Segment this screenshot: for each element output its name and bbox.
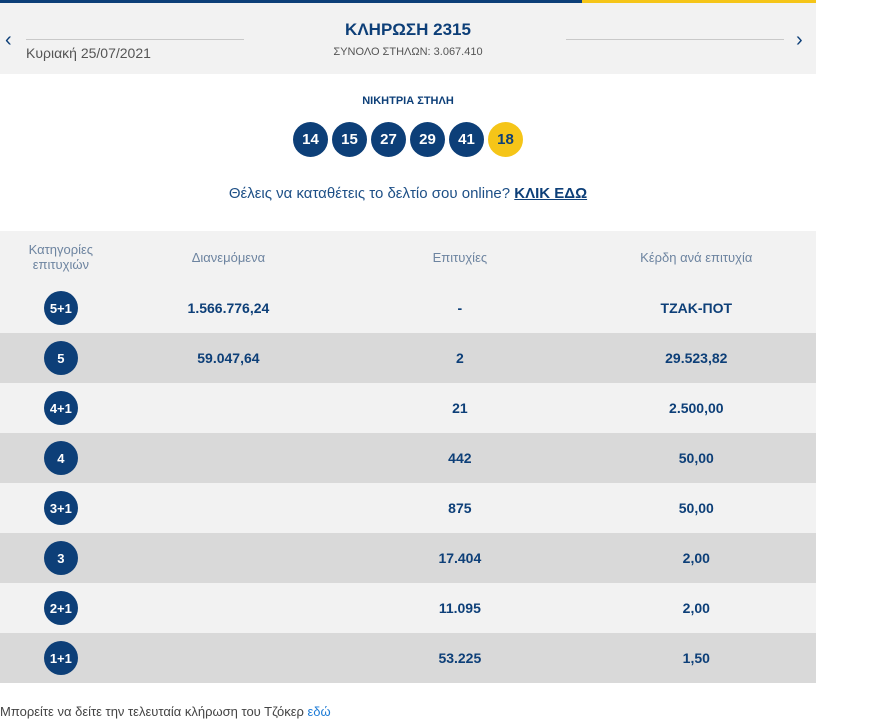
footer-here-link[interactable]: εδώ xyxy=(307,704,331,719)
category-badge: 5 xyxy=(44,341,78,375)
online-ticket-prompt xyxy=(0,185,816,202)
table-row xyxy=(0,383,816,433)
table-row xyxy=(0,433,816,483)
category-cell xyxy=(0,541,122,575)
distributed-cell: 59.047,64 xyxy=(197,350,260,366)
joker-last-draw-note xyxy=(0,704,331,719)
draw-header xyxy=(0,0,816,74)
prize-cell: 29.523,82 xyxy=(665,350,728,366)
category-cell xyxy=(0,391,122,425)
prize-cell: 50,00 xyxy=(678,450,714,466)
table-header-row xyxy=(0,231,816,283)
category-cell xyxy=(0,291,122,325)
draw-date: Κυριακή 25/07/2021 xyxy=(26,45,151,61)
table-row xyxy=(0,333,816,383)
category-badge: 4 xyxy=(44,441,78,475)
distributed-cell: 1.566.776,24 xyxy=(187,300,270,316)
next-draw-chevron-right-icon[interactable]: › xyxy=(796,29,803,51)
prize-cell: 50,00 xyxy=(678,500,714,516)
table-row xyxy=(0,633,816,683)
winners-cell: 875 xyxy=(448,500,472,516)
winning-number-ball: 15 xyxy=(332,122,367,157)
winners-cell: - xyxy=(457,300,463,316)
category-badge: 1+1 xyxy=(44,641,78,675)
header-prize-per-winner: Κέρδη ανά επιτυχία xyxy=(640,249,753,265)
category-cell xyxy=(0,341,122,375)
footer-text: Μπορείτε να δείτε την τελευταία κλήρωση του Τζόκερ xyxy=(0,704,304,719)
winners-cell: 21 xyxy=(452,400,468,416)
winners-cell: 11.095 xyxy=(438,600,481,616)
category-badge: 4+1 xyxy=(44,391,78,425)
header-categories: Κατηγορίες επιτυχιών xyxy=(28,242,94,272)
prize-cell: 2,00 xyxy=(682,550,710,566)
category-badge: 3+1 xyxy=(44,491,78,525)
category-cell xyxy=(0,641,122,675)
total-columns: ΣΥΝΟΛΟ ΣΤΗΛΩΝ: 3.067.410 xyxy=(333,46,483,58)
joker-number-ball: 18 xyxy=(488,122,523,157)
table-row xyxy=(0,583,816,633)
previous-draw-chevron-left-icon[interactable]: ‹ xyxy=(5,29,12,51)
header-accent-line-gold xyxy=(582,0,816,3)
category-badge: 5+1 xyxy=(44,291,78,325)
online-prompt-text: Θέλεις να καταθέτεις το δελτίο σου online? xyxy=(228,185,511,202)
draw-title: ΚΛΗΡΩΣΗ 2315 xyxy=(345,20,471,39)
header-distributed: Διανεμόμενα xyxy=(191,249,266,265)
winners-cell: 2 xyxy=(455,350,464,366)
winners-cell: 53.225 xyxy=(438,650,482,666)
category-badge: 2+1 xyxy=(44,591,78,625)
winning-number-ball: 27 xyxy=(371,122,406,157)
category-cell xyxy=(0,591,122,625)
category-badge: 3 xyxy=(44,541,78,575)
prize-cell: 1,50 xyxy=(682,650,710,666)
header-accent-line xyxy=(0,0,582,3)
winners-cell: 442 xyxy=(448,450,472,466)
prize-cell: 2.500,00 xyxy=(669,400,724,416)
winning-number-ball: 14 xyxy=(293,122,328,157)
winning-numbers xyxy=(0,122,816,157)
prize-cell: ΤΖΑΚ-ΠΟΤ xyxy=(660,300,733,316)
winning-column-title: ΝΙΚΗΤΡΙΑ ΣΤΗΛΗ xyxy=(362,95,454,107)
category-cell xyxy=(0,491,122,525)
table-row xyxy=(0,483,816,533)
winning-number-ball: 41 xyxy=(449,122,484,157)
winners-cell: 17.404 xyxy=(438,550,482,566)
header-winners: Επιτυχίες xyxy=(432,249,488,265)
category-cell xyxy=(0,441,122,475)
table-row xyxy=(0,533,816,583)
click-here-link[interactable]: ΚΛΙΚ ΕΔΩ xyxy=(514,185,588,202)
prize-cell: 2,00 xyxy=(682,600,710,616)
table-row xyxy=(0,283,816,333)
prize-table xyxy=(0,231,816,683)
winning-number-ball: 29 xyxy=(410,122,445,157)
